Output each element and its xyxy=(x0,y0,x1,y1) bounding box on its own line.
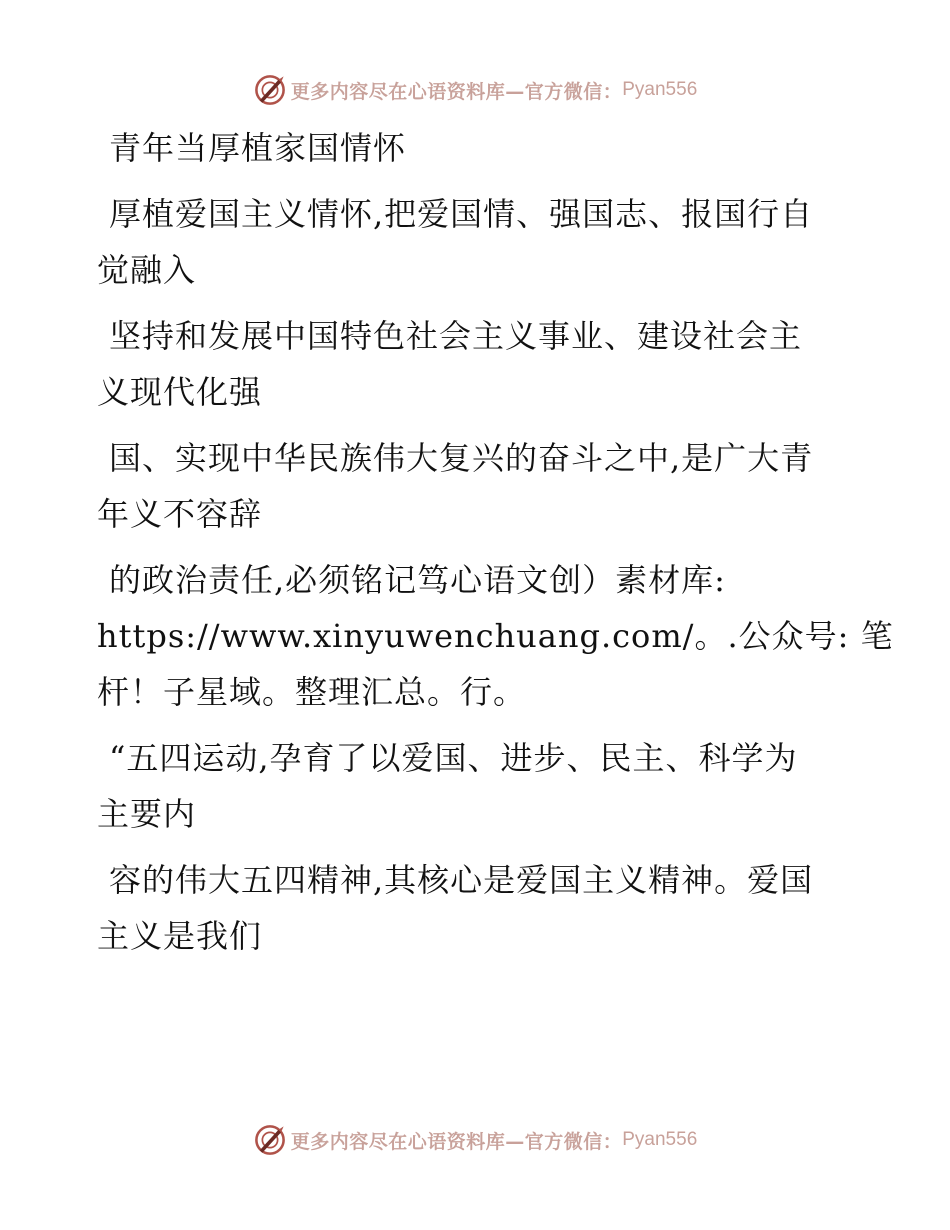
document-body xyxy=(97,120,894,964)
watermark-text: 更多内容尽在心语资料库—官方微信： xyxy=(290,80,623,103)
paragraph-line: 主要内 xyxy=(97,795,197,833)
title-line: 青年当厚植家国情怀 xyxy=(109,129,407,167)
watermark-wechat-id: Pyan556 xyxy=(622,79,698,100)
quill-pen-logo-icon xyxy=(253,1123,287,1157)
footer-watermark xyxy=(0,1120,950,1160)
paragraph-line: 坚持和发展中国特色社会主义事业、建设社会主 xyxy=(109,317,803,355)
paragraph-line: 厚植爱国主义情怀,把爱国情、强国志、报国行自 xyxy=(109,195,814,233)
paragraph-line: 主义是我们 xyxy=(97,917,263,955)
paragraph-line: “五四运动,孕育了以爱国、进步、民主、科学为 xyxy=(109,739,798,777)
paragraph-line: 杆！子星域。整理汇总。行。 xyxy=(97,673,527,711)
paragraph-line-url: https://www.xinyuwenchuang.com/。.公众号: 笔 xyxy=(97,617,894,655)
quill-pen-logo-icon xyxy=(253,73,287,107)
paragraph-line: 年义不容辞 xyxy=(97,495,263,533)
paragraph-line: 国、实现中华民族伟大复兴的奋斗之中,是广大青 xyxy=(109,439,814,477)
paragraph-line: 容的伟大五四精神,其核心是爱国主义精神。爱国 xyxy=(109,861,814,899)
paragraph-line: 觉融入 xyxy=(97,251,197,289)
watermark-wechat-id: Pyan556 xyxy=(622,1129,698,1150)
paragraph-line: 的政治责任,必须铭记笃心语文创）素材库: xyxy=(109,561,726,599)
watermark-text: 更多内容尽在心语资料库—官方微信： xyxy=(290,1130,623,1153)
header-watermark xyxy=(0,70,950,110)
paragraph-line: 义现代化强 xyxy=(97,373,263,411)
